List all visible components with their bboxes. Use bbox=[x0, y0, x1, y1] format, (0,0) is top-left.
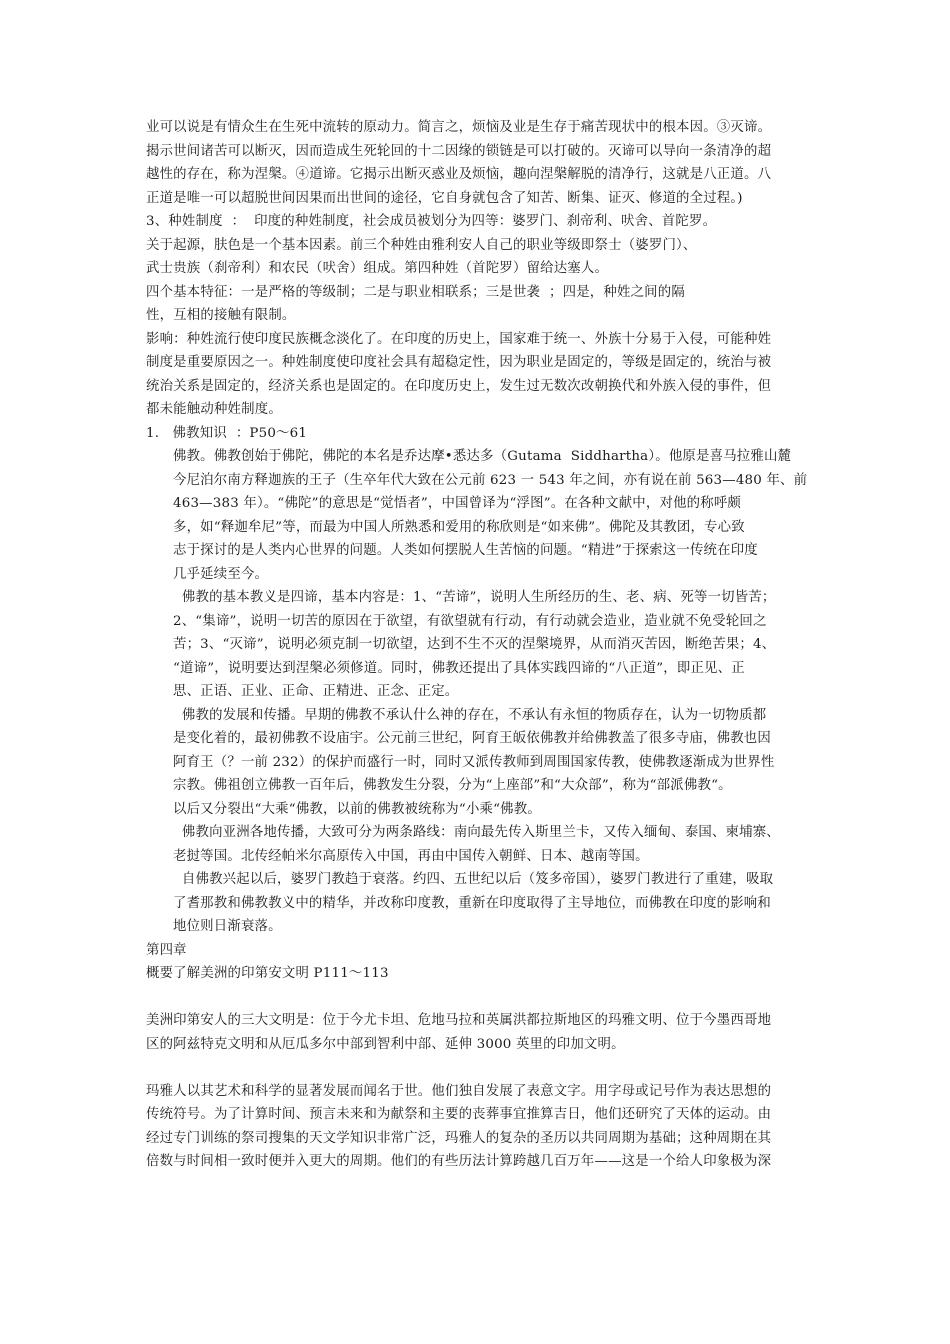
text-line: 制度是重要原因之一。种姓制度使印度社会具有超稳定性，因为职业是固定的，等级是固定的，统治与被 bbox=[146, 355, 772, 370]
text-line: 性，互相的接触有限制。 bbox=[146, 308, 296, 323]
text-line: 苦；3、“灭谛”，说明必须克制一切欲望，达到不生不灭的涅槃境界，从而消灭苦因，断绝苦果；4、 bbox=[173, 637, 776, 652]
text-line: 佛教的基本教义是四谛，基本内容是：1、“苦谛”，说明人生所经历的生、老、病、死等一切皆苦； bbox=[173, 590, 776, 605]
chapter-heading: 第四章 bbox=[146, 942, 187, 958]
text-line: 业可以说是有情众生在生死中流转的原动力。简言之，烦恼及业是生存于痛苦现状中的根本因。③灭谛。 bbox=[146, 120, 772, 135]
blank-line bbox=[146, 1056, 812, 1080]
text-line: 武士贵族（刹帝利）和农民（吠舍）组成。第四种姓（首陀罗）留给达塞人。 bbox=[146, 261, 609, 276]
text-line: 越性的存在，称为涅槃。④道谛。它揭示出断灭惑业及烦恼，趣向涅槃解脱的清净行，这就是八正道。八 bbox=[146, 167, 772, 182]
text-line: 老挝等国。北传经帕米尔高原传入中国，再由中国传入朝鲜、日本、越南等国。 bbox=[173, 848, 649, 864]
text-line: 统治关系是固定的，经济关系也是固定的。在印度历史上，发生过无数次改朝换代和外族入侵的事件，但 bbox=[146, 378, 772, 394]
text-line: 佛教向亚洲各地传播，大致可分为两条路线：南向最先传入斯里兰卡，又传入缅甸、泰国、柬埔寨、 bbox=[173, 825, 780, 840]
text-line: 四个基本特征：一是严格的等级制；二是与职业相联系；三是世袭 ；四是，种姓之间的隔 bbox=[146, 284, 685, 300]
text-line: 玛雅人以其艺术和科学的显著发展而闻名于世。他们独自发展了表意文字。用字母或记号作为表达思想的 bbox=[146, 1083, 772, 1099]
text-line: 经过专门训练的祭司搜集的天文学知识非常广泛，玛雅人的复杂的圣历以共同周期为基础；这种周期在其 bbox=[146, 1130, 772, 1146]
text-line: 佛教。佛教创始于佛陀，佛陀的本名是乔达摩•悉达多（Gutama Siddhartha）。他原是喜马拉雅山麓 bbox=[173, 449, 792, 464]
text-line: 影响：种姓流行使印度民族概念淡化了。在印度的历史上，国家难于统一、外族十分易于入侵，可能种姓 bbox=[146, 331, 772, 347]
text-line: 463—383 年）。“佛陀”的意思是“觉悟者”，中国曾译为“浮图”。在各种文献中，对他的称呼颇 bbox=[173, 496, 742, 511]
text-line: “道谛”，说明要达到涅槃必须修道。同时，佛教还提出了具体实践四谛的“八正道”，即正见、正 bbox=[173, 660, 745, 676]
blank-line bbox=[146, 986, 812, 1010]
text-line: 几乎延续至今。 bbox=[173, 566, 269, 582]
text-line: 区的阿兹特克文明和从厄瓜多尔中部到智利中部、延伸 3000 英里的印加文明。 bbox=[146, 1036, 625, 1052]
text-line: 自佛教兴起以后，婆罗门教趋于衰落。约四、五世纪以后（笈多帝国），婆罗门教进行了重建，吸取 bbox=[173, 872, 774, 887]
text-line: 是变化着的，最初佛教不设庙宇。公元前三世纪，阿育王皈依佛教并给佛教盖了很多寺庙，佛教也因 bbox=[173, 731, 771, 746]
section-heading-caste: 3、种姓制度 ： 印度的种姓制度，社会成员被划分为四等：婆罗门、刹帝利、吠舍、首陀罗。 bbox=[146, 214, 717, 229]
text-line: 倍数与时间相一致时便并入更大的周期。他们的有些历法计算跨越几百万年——这是一个给人印象极为深 bbox=[146, 1154, 772, 1169]
text-line: 正道是唯一可以超脱世间因果而出世间的途径，它自身就包含了知苦、断集、证灭、修道的全过程。) bbox=[146, 190, 743, 206]
text-line: 阿育王（？一前 232）的保护而盛行一时，同时又派传教师到周围国家传教，使佛教逐渐成为世界性 bbox=[173, 754, 775, 770]
text-line: 了耆那教和佛教教义中的精华，并改称印度教，重新在印度取得了主导地位，而佛教在印度的影响和 bbox=[173, 895, 771, 911]
text-line: 今尼泊尔南方释迦族的王子（生卒年代大致在公元前 623 一 543 年之间，亦有说在前 563—480 年、前 bbox=[173, 472, 808, 488]
text-line: 2、“集谛”，说明一切苦的原因在于欲望，有欲望就有行动，有行动就会造业，造业就不免受轮回之 bbox=[173, 613, 767, 629]
document-page bbox=[146, 116, 812, 1174]
text-line: 思、正语、正业、正命、正精进、正念、正定。 bbox=[173, 684, 459, 699]
section-heading-buddhism: 1. 佛教知识 ：P50～61 bbox=[146, 425, 308, 441]
text-line: 美洲印第安人的三大文明是：位于今尤卡坦、危地马拉和英属洪都拉斯地区的玛雅文明、位于今墨西哥地 bbox=[146, 1013, 772, 1028]
text-line: 以后又分裂出“大乘“佛教，以前的佛教被统称为“小乘“佛教。 bbox=[173, 801, 541, 817]
text-line: 地位则日渐衰落。 bbox=[173, 919, 282, 934]
section-heading-americas: 概要了解美洲的印第安文明 P111～113 bbox=[146, 966, 389, 981]
text-line: 传统符号。为了计算时间、预言未来和为献祭和主要的丧葬事宜推算吉日，他们还研究了天体的运动。由 bbox=[146, 1107, 772, 1122]
text-line: 都未能触动种姓制度。 bbox=[146, 402, 282, 417]
text-line: 宗教。佛祖创立佛教一百年后，佛教发生分裂，分为“上座部”和“大众部”，称为“部派佛教“。 bbox=[173, 778, 732, 793]
text-line: 关于起源，肤色是一个基本因素。前三个种姓由雅利安人自己的职业等级即祭士（婆罗门）、 bbox=[146, 237, 697, 253]
text-line: 佛教的发展和传播。早期的佛教不承认什么神的存在，不承认有永恒的物质存在，认为一切物质都 bbox=[173, 707, 767, 723]
text-line: 多，如“释迦牟尼”等，而最为中国人所熟悉和爱用的称欣则是“如来佛”。佛陀及其教团，专心致 bbox=[173, 519, 745, 535]
text-line: 志于探讨的是人类内心世界的问题。人类如何摆脱人生苦恼的问题。“精进”于探索这一传统在印度 bbox=[173, 543, 758, 558]
text-line: 揭示世间诸苦可以断灭，因而造成生死轮回的十二因缘的锁链是可以打破的。灭谛可以导向一条清净的超 bbox=[146, 143, 772, 159]
